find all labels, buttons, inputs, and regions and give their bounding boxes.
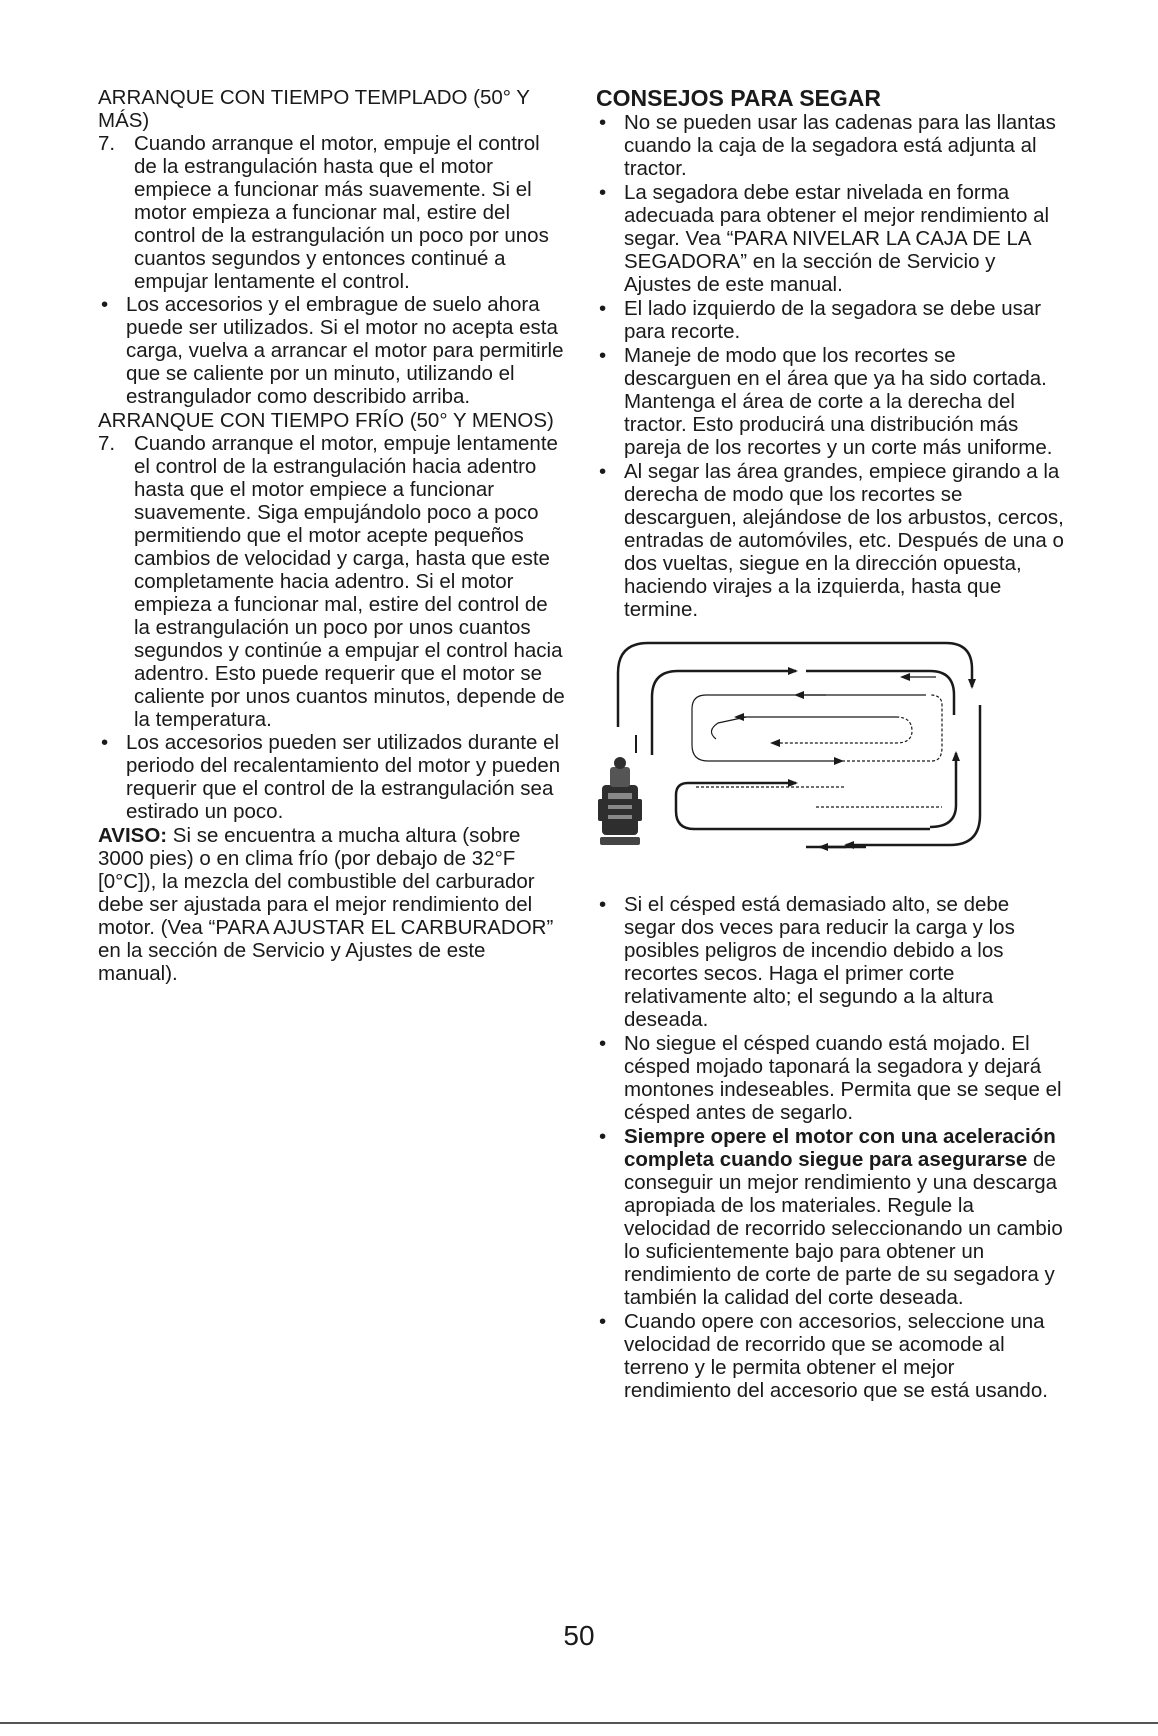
list-item	[98, 731, 568, 823]
step-text: Cuando arranque el motor, empuje lentamente el control de la estrangulación hacia adentro hasta que el motor empiece a funcionar suavemente. Siga empujándolo poco a poco permitiendo que el motor acepte pequeños cambios de velocidad y carga, hasta que este completamente hacia adentro. Si el motor empieza a funcionar mal, estire del control de la estrangulación un poco por unos cuantos segundos y continúe a empujar el control hacia adentro. Esto puede requerir que el motor se caliente por unos cuantos minutos, depende de la temperatura.	[134, 432, 565, 731]
notice-paragraph	[98, 824, 568, 985]
bullet-text: La segadora debe estar nivelada en forma adecuada para obtener el mejor rendimiento al segar. Vea “PARA NIVELAR LA CAJA DE LA SEGADORA” en la sección de Servicio y Ajustes de este manual.	[624, 181, 1050, 296]
bullet-text: Los accesorios y el embrague de suelo ahora puede ser utilizados. Si el motor no acepta esta carga, vuelva a arrancar el motor para permitirle que se caliente por un minuto, utilizando el estrangulador como describido arriba.	[126, 293, 564, 408]
bullet-text: Maneje de modo que los recortes se descarguen en el área que ya ha sido cortada. Mantenga el área de corte a la derecha del tractor. Esto producirá una distribución más pareja de los recortes y un corte más uniforme.	[624, 344, 1053, 459]
bullet-glyph: •	[599, 344, 607, 367]
list-item	[596, 181, 1066, 296]
second-loop-left	[652, 671, 796, 755]
bullet-glyph: •	[101, 293, 109, 316]
step-number: 7.	[98, 132, 116, 155]
bullet-glyph: •	[599, 893, 607, 916]
right-column	[596, 86, 1066, 1403]
mowing-tips-list-bottom	[596, 893, 1066, 1402]
list-item	[596, 460, 1066, 621]
cold-start-bullets	[98, 731, 568, 823]
bullet-glyph: •	[599, 1032, 607, 1055]
step-number: 7.	[98, 432, 116, 455]
cold-start-step	[98, 432, 568, 731]
bullet-glyph: •	[599, 297, 607, 320]
inner-loop-1	[692, 695, 926, 761]
notice-label: AVISO:	[98, 824, 168, 847]
bottom-rule	[0, 1722, 1158, 1724]
left-column	[98, 86, 568, 985]
inner-bottom-solid	[676, 811, 930, 829]
inner-loop-2-curve	[772, 717, 912, 743]
list-item	[596, 1125, 1066, 1309]
outer-path-right	[846, 705, 980, 845]
inner-loop-1-right	[842, 695, 942, 761]
bullet-text: El lado izquierdo de la segadora se debe usar para recorte.	[624, 297, 1042, 343]
bullet-glyph: •	[599, 460, 607, 483]
list-item	[596, 344, 1066, 459]
list-item	[596, 1310, 1066, 1402]
notice-text: Si se encuentra a mucha altura (sobre 3000 pies) o en clima frío (por debajo de 32°F [0°C]), la mezcla del combustible del carburador debe ser ajustada para el mejor rendimiento del motor. (Vea “PARA AJUSTAR EL CARBURADOR” en la sección de Servicio y Ajustes de este manual).	[98, 824, 554, 985]
bullet-text: Si el césped está demasiado alto, se debe segar dos veces para reducir la carga y los posibles peligros de incendio debido a los recortes secos. Haga el primer corte relativamente alto; el segundo a la altura deseada.	[624, 893, 1015, 1031]
list-item	[98, 293, 568, 408]
bullet-bold-text: Siempre opere el motor con una aceleración completa cuando siegue para asegurarse	[624, 1125, 1056, 1171]
cold-start-heading: ARRANQUE CON TIEMPO FRÍO (50° Y MENOS)	[98, 409, 554, 432]
bullet-text: Los accesorios pueden ser utilizados durante el periodo del recalentamiento del motor y pueden requerir que el control de la estrangulación sea estirado un poco.	[126, 731, 561, 823]
list-item	[596, 893, 1066, 1031]
bullet-glyph: •	[101, 731, 109, 754]
warm-start-step	[98, 132, 568, 293]
inner-loop-3	[711, 717, 746, 739]
bullet-glyph: •	[599, 1125, 607, 1148]
list-item	[596, 1032, 1066, 1124]
page-number: 50	[563, 1620, 595, 1651]
warm-start-heading: ARRANQUE CON TIEMPO TEMPLADO (50° Y MÁS)	[98, 86, 530, 132]
warm-start-bullets	[98, 293, 568, 408]
outer-path	[618, 643, 972, 727]
mowing-tips-heading: CONSEJOS PARA SEGAR	[596, 85, 881, 111]
bullet-glyph: •	[599, 181, 607, 204]
step-text: Cuando arranque el motor, empuje el control de la estrangulación hasta que el motor empiece a funcionar más suavemente. Si el motor empieza a funcionar mal, estire del control de la estrangulación un poco por unos cuantos segundos y entonces continué a empujar lentamente el control.	[134, 132, 549, 293]
mowing-tips-list-top	[596, 111, 1066, 621]
list-item	[596, 111, 1066, 180]
mowing-pattern-diagram	[596, 635, 996, 875]
tractor-icon	[598, 757, 642, 845]
bullet-text: No se pueden usar las cadenas para las llantas cuando la caja de la segadora está adjunta al tractor.	[624, 111, 1056, 180]
list-item	[596, 297, 1066, 343]
bullet-text: No siegue el césped cuando está mojado. El césped mojado taponará la segadora y dejará montones indeseables. Permita que se seque el césped antes de segarlo.	[624, 1032, 1062, 1124]
bullet-text: Cuando opere con accesorios, seleccione una velocidad de recorrido que se acomode al terreno y le permita obtener el mejor rendimiento del accesorio que se está usando.	[624, 1310, 1048, 1402]
bullet-text: Al segar las área grandes, empiece girando a la derecha de modo que los recortes se descarguen, alejándose de los arbustos, cercos, entradas de automóviles, etc. Después de una o dos vueltas, siegue en la dirección opuesta, haciendo virajes a la izquierda, hasta que termine.	[624, 460, 1064, 621]
second-loop-bottom-right	[930, 753, 956, 827]
bullet-text: de conseguir un mejor rendimiento y una descarga apropiada de los materiales. Regule la velocidad de recorrido seleccionando un cambio lo suficientemente bajo para obtener un rendimiento de corte de parte de su segadora y también la calidad del corte deseada.	[624, 1148, 1063, 1309]
bullet-glyph: •	[599, 1310, 607, 1333]
bullet-glyph: •	[599, 111, 607, 134]
